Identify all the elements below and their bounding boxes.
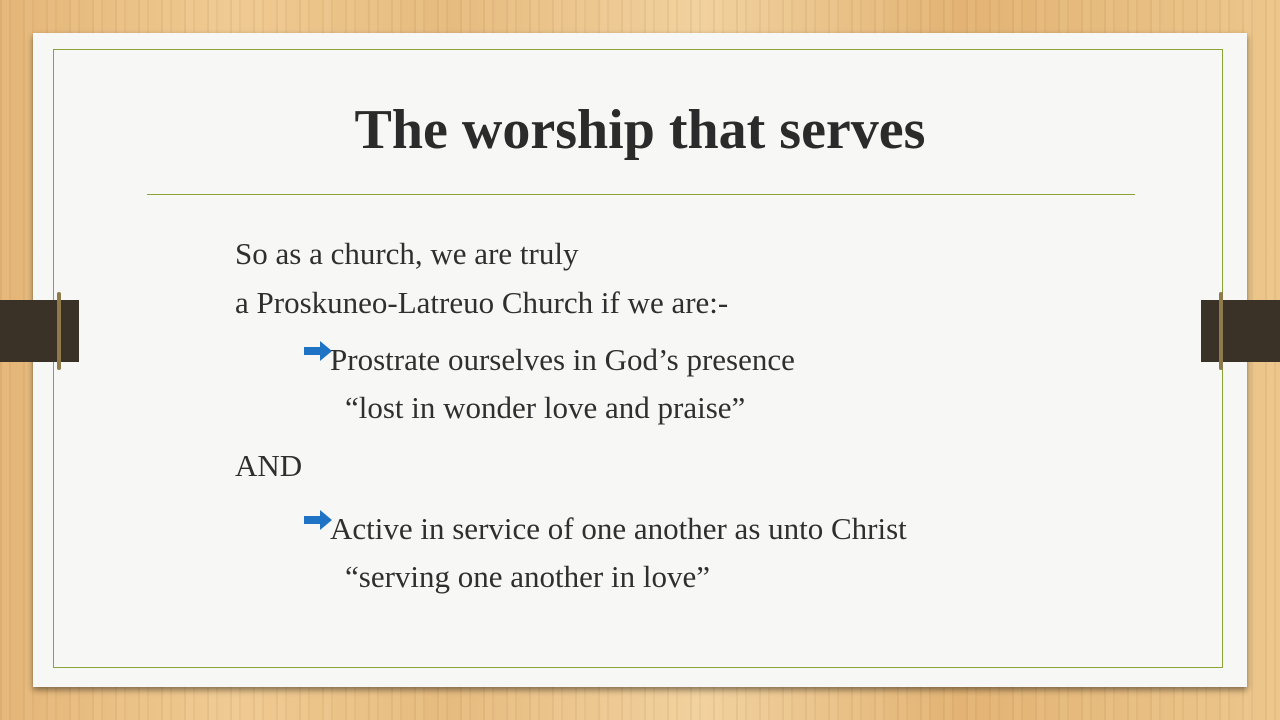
connector-and: AND — [235, 448, 303, 483]
bullet-1-line-2: “lost in wonder love and praise” — [345, 390, 746, 425]
bullet-2-line-2: “serving one another in love” — [345, 559, 710, 594]
title-divider — [147, 194, 1135, 195]
slide-title: The worship that serves — [354, 99, 926, 161]
bullet-2-line-1: Active in service of one another as unto Christ — [330, 511, 907, 546]
binder-clip-right — [1201, 300, 1280, 362]
bullet-1-line-1: Prostrate ourselves in God’s presence — [330, 342, 795, 377]
intro-line-2: a Proskuneo-Latreuo Church if we are:- — [235, 285, 729, 320]
intro-line-1: So as a church, we are truly — [235, 236, 579, 271]
binder-clip-left-edge — [57, 292, 61, 370]
right-arrow-icon — [303, 340, 333, 362]
binder-clip-right-edge — [1219, 292, 1223, 370]
right-arrow-icon — [303, 509, 333, 531]
binder-clip-left — [0, 300, 79, 362]
